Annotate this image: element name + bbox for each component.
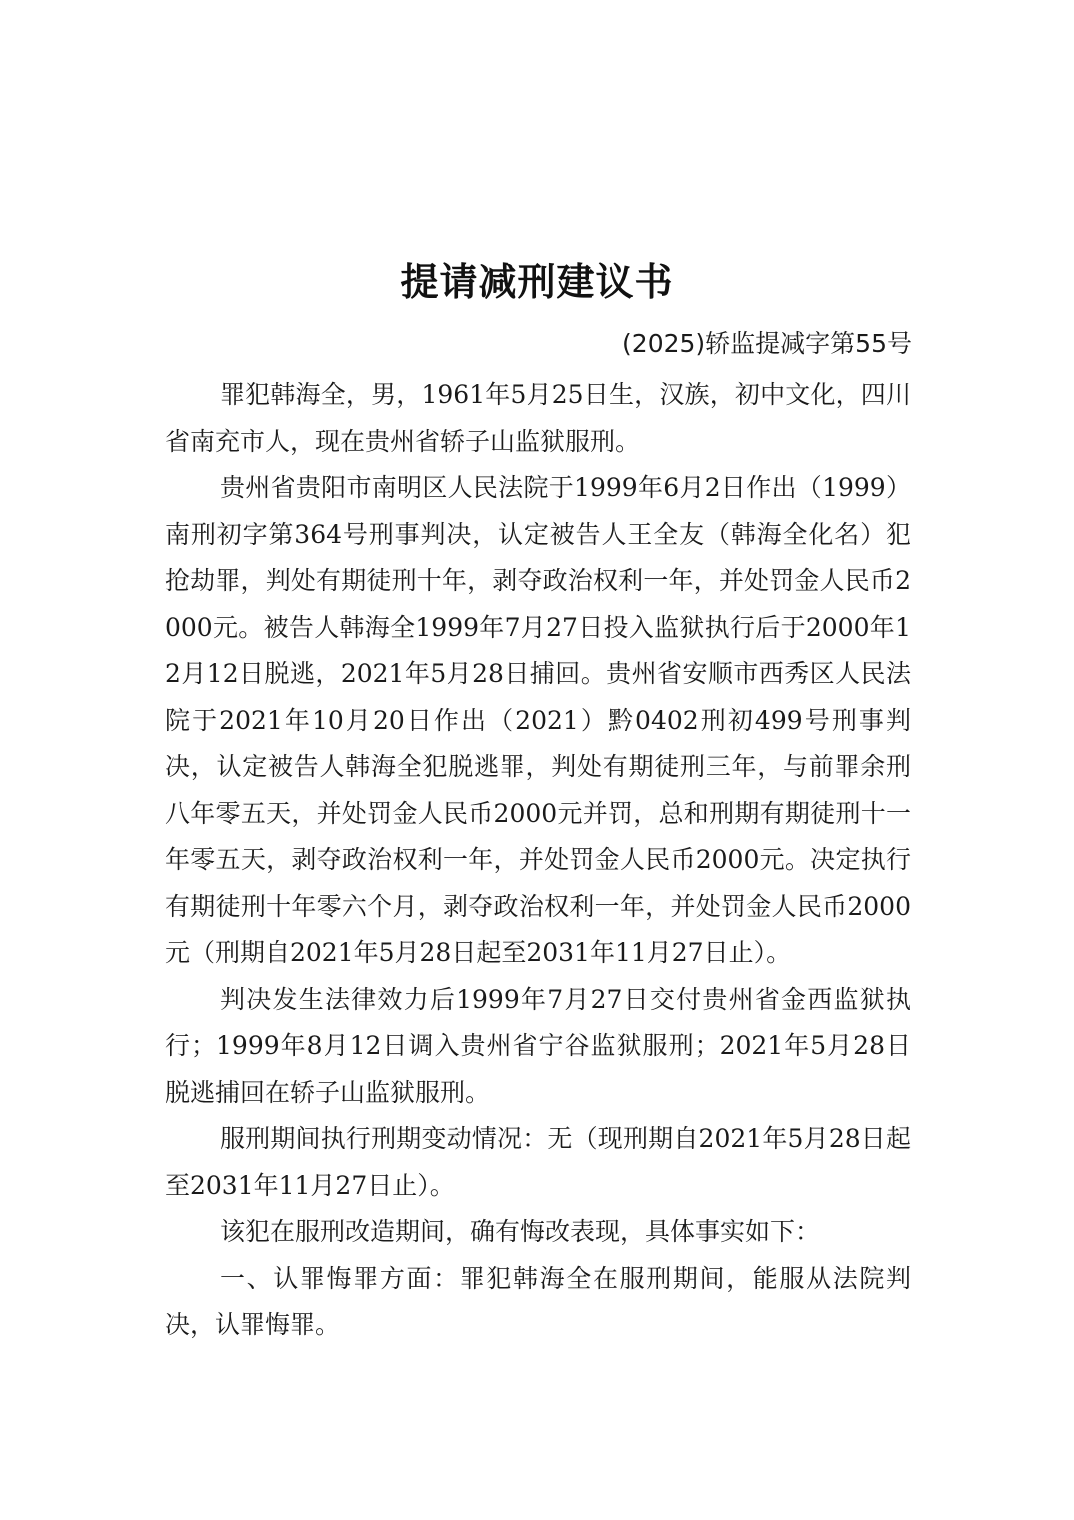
paragraph-facts-intro: 该犯在服刑改造期间，确有悔改表现，具体事实如下： (220, 1217, 821, 1246)
document-body (165, 372, 911, 1349)
paragraph-remorse: 一、认罪悔罪方面：罪犯韩海全在服刑期间，能服从法院判决，认罪悔罪。 (165, 1263, 911, 1339)
paragraph-personal-info: 罪犯韩海全，男，1961年5月25日生，汉族，初中文化，四川省南充市人，现在贵州省轿子山监狱服刑。 (165, 380, 911, 456)
paragraph-sentence-changes: 服刑期间执行刑期变动情况：无（现刑期自2021年5月28日起至2031年11月27日止）。 (165, 1124, 911, 1200)
paragraph-custody-transfers: 判决发生法律效力后1999年7月27日交付贵州省金西监狱执行；1999年8月12日调入贵州省宁谷监狱服刑；2021年5月28日脱逃捕回在轿子山监狱服刑。 (165, 984, 911, 1107)
document-title: 提请减刑建议书 (400, 259, 674, 304)
paragraph-judgment-history: 贵州省贵阳市南明区人民法院于1999年6月2日作出（1999）南刑初字第364号刑事判决，认定被告人王全友（韩海全化名）犯抢劫罪，判处有期徒刑十年，剥夺政治权利一年，并处罚金人民币2000元。被告人韩海全1999年7月27日投入监狱执行后于2000年12月12日脱逃，2021年5月28日捕回。贵州省安顺市西秀区人民法院于2021年10月20日作出（2021）黔0402刑初499号刑事判决，认定被告人韩海全犯脱逃罪，判处有期徒刑三年，与前罪余刑八年零五天，并处罚金人民币2000元并罚，总和刑期有期徒刑十一年零五天，剥夺政治权利一年，并处罚金人民币2000元。决定执行有期徒刑十年零六个月，剥夺政治权利一年，并处罚金人民币2000元（刑期自2021年5月28日起至2031年11月27日止）。 (165, 473, 911, 967)
document-number: (2025)轿监提减字第55号 (622, 329, 912, 358)
